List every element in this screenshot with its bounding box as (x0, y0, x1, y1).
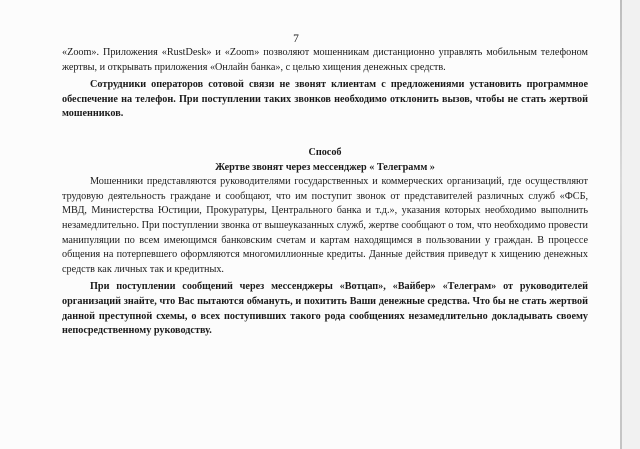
paragraph-operator-warning: Сотрудники операторов сотовой связи не звонят клиентам с предложениями установить программное обеспечение на телефон. При поступлении таких звонков необходимо отклонить вызов, чтобы не стать жертвой мошенников. (62, 79, 588, 120)
scan-edge-line (620, 0, 622, 449)
paragraph-apps-remote-control: «Zoom». Приложения «RustDesk» и «Zoom» позволяют мошенникам дистанционно управлять мобильным телефоном жертвы, и открывать приложения «Онлайн банка», с целью хищения денежных средств. (62, 47, 588, 73)
scan-margin (622, 0, 640, 449)
paragraph-scheme-description: Мошенники представляются руководителями государственных и коммерческих организаций, где осуществляют трудовую деятельность граждане и сообщают, что им поступит звонок от представителей различных служб «ФСБ, МВД, Министерства Юстиции, Прокуратуры, Центрального банка и т.д.», указания которых необходимо выполнить незамедлительно. При поступлении звонка от вышеуказанных служб, жертве сообщают о том, что необходимо провести манипуляции по всем имеющимся банковским счетам и картам находящимся в пользовании у граждан. В процессе общения на потерпевшего оформляются многомиллионные кредиты. Данные действия приведут к хищению денежных средств как личных так и кредитных. (62, 176, 588, 275)
document-body (62, 46, 588, 339)
page-number: 7 (293, 33, 299, 45)
section-subtitle: Жертве звонят через мессенджер « Телеграмм » (215, 161, 435, 173)
paragraph-messenger-warning: При поступлении сообщений через мессенджеры «Вотцап», «Вайбер» «Телеграм» от руководителей организаций знайте, что Вас пытаются обмануть, и похитить Ваши денежные средства. Что бы не стать жертвой данной преступной схемы, о всех поступивших такого рода сообщениях незамедлительно докладывать своему непосредственному руководству. (62, 281, 588, 337)
section-title: Способ (308, 146, 342, 158)
